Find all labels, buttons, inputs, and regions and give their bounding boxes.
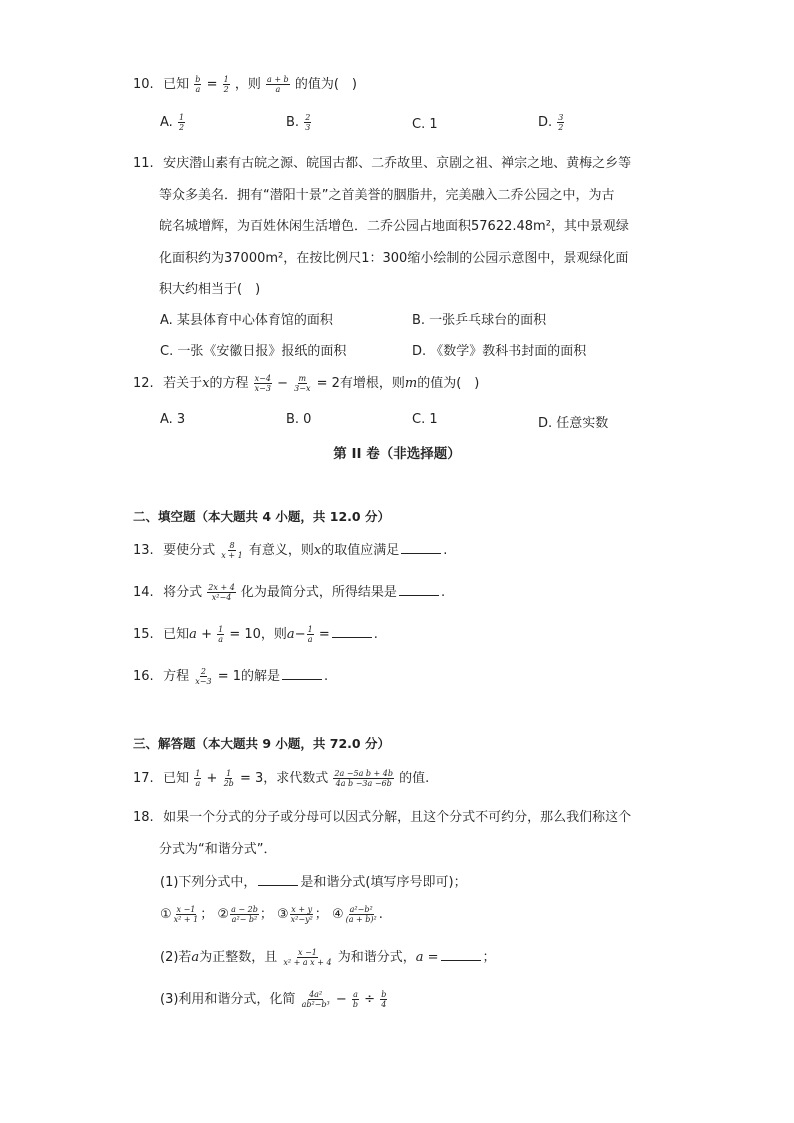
option-label: B. [286,115,300,130]
question-13 [133,539,447,560]
option-d [538,113,565,132]
plus-sign: + [201,627,212,642]
denominator: 2 [223,85,229,94]
fraction [254,374,272,393]
question-text: 若关于 [163,376,203,391]
question-text: 的方程 [209,376,249,391]
question-18 [133,806,631,825]
question-11-line-4: 化面积约为37000m²，在按比例尺1：300缩小绘制的公园示意图中，景观绿化面 [159,251,629,266]
question-text: (2)若 [160,950,192,965]
question-text: 的值为( ) [294,77,357,92]
numerator: 2a −5a b + 4b [334,769,394,778]
question-number: 11. [133,156,154,171]
numerator: m [298,374,307,383]
answer-blank[interactable] [441,948,481,961]
question-text: 已知 [163,627,190,642]
question-text: 为和谐分式， [337,950,416,965]
minus-sign: − [294,627,306,642]
divide-sign: ÷ [364,992,376,1007]
denominator: a [307,635,313,644]
numerator: 1 [226,769,232,778]
option-c [412,117,438,132]
section-heading: 三、解答题（本大题共 9 小题，共 72.0 分） [133,736,390,751]
question-18-part-1 [160,871,467,890]
question-number: 15. [133,627,154,642]
question-16 [133,665,328,686]
denominator: 4 [381,1000,387,1009]
question-number: 18. [133,810,154,825]
question-11-line-5: 积大约相当于( ) [159,282,261,297]
variable: a [191,950,200,965]
fraction [194,667,212,686]
minus-sign: − [277,376,289,391]
punctuation: ； [482,950,496,965]
question-number: 12. [133,376,154,391]
option-a [160,113,186,132]
plus-sign: + [206,771,218,786]
question-text: 的值为( ) [417,376,480,391]
fraction [282,948,332,967]
question-text: 化为最简分式，所得结果是 [240,585,397,600]
denominator: 2 [178,123,185,132]
question-18-part-2 [160,946,496,967]
denominator: a [218,635,224,644]
question-text: 有意义，则 [248,543,314,558]
question-text: = 3，求代数式 [239,771,329,786]
numerator: 1 [195,769,201,778]
item-marker: ① [160,907,172,922]
question-text: 的值. [399,771,430,786]
option-b: B. 一张乒乓球台的面积 [412,313,547,328]
fraction [304,113,311,132]
numerator: x−4 [254,374,271,383]
answer-blank[interactable] [282,667,322,680]
question-text: = 2有增根，则 [316,376,405,391]
answer-blank[interactable] [401,541,441,554]
denominator: (a + b)² [345,915,377,924]
fraction [345,905,378,924]
answer-blank[interactable] [399,583,439,596]
question-text: 是和谐分式(填写序号即可)； [300,875,467,890]
question-number: 16. [133,669,154,684]
question-text: 已知 [163,77,190,92]
question-18-line-2: 分式为“和谐分式”． [159,842,277,857]
section-heading: 二、填空题（本大题共 4 小题，共 12.0 分） [133,509,390,524]
equals-sign: = [206,77,218,92]
question-text: (3)利用和谐分式，化简 [160,992,296,1007]
option-value: 1 [429,117,438,132]
period: . [324,669,329,684]
denominator: x−3 [195,677,212,686]
option-c: C. 1 [412,412,438,427]
denominator: ab²−b³ [301,1000,330,1009]
fraction [223,769,235,788]
question-text: 将分式 [163,585,203,600]
option-label: C. [412,117,426,132]
variable: a [189,627,197,642]
equals-sign: = [318,627,330,642]
numerator: a + b [267,75,289,84]
question-text: (1)下列分式中， [160,875,257,890]
numerator: 8 [229,541,235,550]
option-d: D. 《数学》教科书封面的面积 [412,344,587,359]
denominator: x² + 1 [173,915,199,924]
question-11-line-2: 等众多美名．拥有“潜阳十景”之首美誉的胭脂井，完美融入二乔公园之中，为古 [159,188,615,203]
fraction [194,769,201,788]
fraction [352,990,359,1009]
numerator: a [353,990,358,999]
fraction [207,583,235,602]
option-b: B. 0 [286,412,312,427]
question-text: 为正整数，且 [199,950,278,965]
numerator: 4a² [309,990,323,999]
option-d: D. 任意实数 [538,416,609,431]
fraction [178,113,185,132]
denominator: x²−y² [290,915,313,924]
denominator: x²−4 [211,593,232,602]
fraction [230,905,259,924]
item-marker: ② [217,907,230,922]
denominator: x−3 [254,384,271,393]
numerator: a − 2b [231,905,258,914]
question-text: = 10，则 [229,627,287,642]
fraction [173,905,200,924]
numerator: x + y [291,905,313,914]
numerator: x −1 [298,948,317,957]
variable: m [404,376,418,391]
answer-blank[interactable] [332,625,372,638]
denominator: 3−x [294,384,311,393]
option-a: A. 某县体育中心体育馆的面积 [160,313,333,328]
option-b [286,113,312,132]
question-10 [133,73,357,94]
numerator: 1 [218,625,224,634]
numerator: 2x + 4 [208,583,235,592]
numerator: x −1 [176,905,196,914]
question-text: 安庆潜山素有古皖之源、皖国古都、二乔故里、京剧之祖、禅宗之地、黄梅之乡等 [163,156,632,171]
fraction [290,905,314,924]
denominator: 2 [558,123,564,132]
fraction [307,625,314,644]
denominator: b [352,1000,359,1009]
fraction [293,374,311,393]
period: . [440,585,446,600]
part-title: 第 II 卷（非选择题） [333,446,461,462]
period: . [373,627,378,642]
denominator: 3 [305,123,311,132]
question-text: 如果一个分式的分子或分母可以因式分解，且这个分式不可约分，那么我们称这个 [163,810,632,825]
option-label: A. [160,115,173,130]
denominator: a [195,779,201,788]
question-18-items: ① $\frac{x -1}{\text{x² + 1}}$ ； ② $\frac{a - 2b}{\text{a²− b²}}$ ； ③ $\frac{x + y}{\text{x²−y²}}$ ； ④ $\frac{\text{a²−b²}}{\text{(a + b)²}}$ . [160,905,383,924]
question-15 [133,623,378,644]
fraction [380,990,387,1009]
question-12 [133,372,479,393]
numerator: b [195,75,201,84]
denominator: 2b [223,779,234,788]
question-number: 17. [133,771,154,786]
question-text: 的取值应满足 [321,543,400,558]
numerator: b [381,990,387,999]
variable: a [286,627,295,642]
fraction [194,75,201,94]
numerator: 3 [558,113,564,122]
question-14 [133,581,445,602]
variable-eq: a = [415,950,439,965]
denominator: a [195,85,201,94]
question-number: 13. [133,543,154,558]
numerator: 1 [307,625,313,634]
fraction [217,625,224,644]
denominator: 4a b −3a −6b [335,779,392,788]
item-marker: ③ [276,907,289,922]
question-text: 要使分式 [163,543,216,558]
question-number: 14. [133,585,154,600]
item-marker: ④ [331,907,344,922]
question-number: 10. [133,77,154,92]
question-text: 已知 [163,771,190,786]
option-a: A. 3 [160,412,186,427]
fraction [223,75,230,94]
option-c: C. 一张《安徽日报》报纸的面积 [160,344,347,359]
numerator: 2 [200,667,206,676]
question-18-part-3 [160,988,388,1009]
fraction [301,990,331,1009]
fraction [266,75,290,94]
denominator: a²− b² [231,915,258,924]
variable: x [313,543,322,558]
numerator: 1 [178,113,185,122]
denominator: x² + a x + 4 [283,958,332,967]
answer-blank[interactable] [258,873,298,886]
numerator: a²−b² [349,905,373,914]
denominator: x + 1 [221,551,243,560]
fraction [557,113,564,132]
minus-sign: − [335,992,347,1007]
numerator: 1 [223,75,229,84]
numerator: 2 [305,113,311,122]
denominator: a [275,85,281,94]
fraction [333,769,394,788]
question-11-line-3: 皖名城增辉，为百姓休闲生活增色．二乔公园占地面积57622.48m²，其中景观绿 [159,219,629,234]
period: . [443,543,448,558]
option-label: D. [538,115,553,130]
question-text: 方程 [163,669,190,684]
variable: x [202,376,210,391]
question-text: = 1的解是 [217,669,281,684]
question-text: ，则 [234,77,261,92]
fraction [220,541,243,560]
question-17 [133,767,429,788]
question-11 [133,152,631,171]
